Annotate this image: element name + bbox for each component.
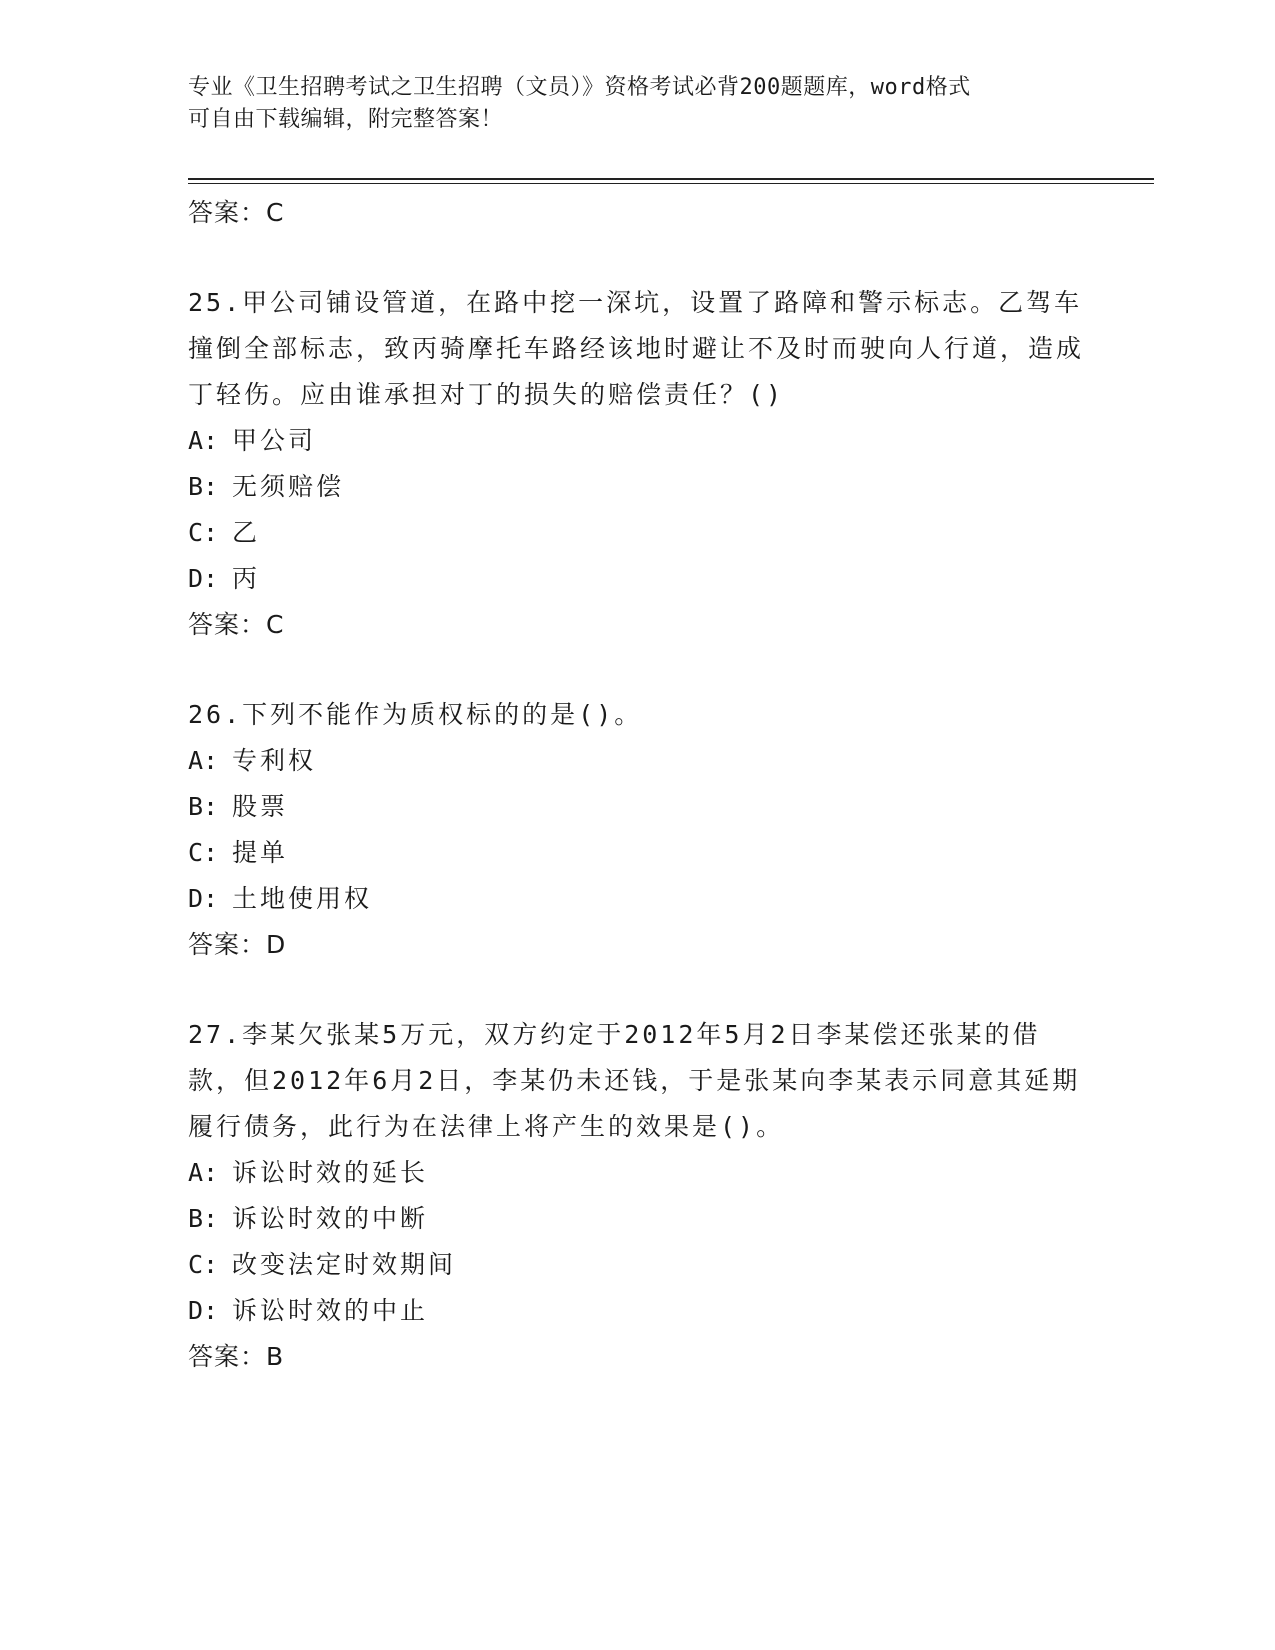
option-c xyxy=(188,510,1088,556)
option-key: C: xyxy=(188,1250,219,1279)
answer-label: 答案： xyxy=(188,610,267,639)
question-list xyxy=(188,190,1088,1380)
answer-value: B xyxy=(266,1342,284,1371)
option-key: B: xyxy=(188,1204,219,1233)
option-c xyxy=(188,1242,1088,1288)
header-divider-thin xyxy=(188,183,1154,184)
answer-line xyxy=(188,922,1088,968)
answer-value: C xyxy=(266,610,284,639)
option-c xyxy=(188,830,1088,876)
option-key: A: xyxy=(188,1158,219,1187)
option-b xyxy=(188,784,1088,830)
option-key: A: xyxy=(188,426,219,455)
question-text: 25.甲公司铺设管道，在路中挖一深坑，设置了路障和警示标志。乙驾车撞倒全部标志，致丙骑摩托车路经该地时避让不及时而驶向人行道，造成丁轻伤。应由谁承担对丁的损失的赔偿责任？() xyxy=(188,288,1085,409)
option-text: 甲公司 xyxy=(232,426,317,455)
option-text: 乙 xyxy=(232,518,261,547)
option-d xyxy=(188,1288,1088,1334)
option-text: 诉讼时效的中止 xyxy=(232,1296,429,1325)
option-text: 土地使用权 xyxy=(232,884,373,913)
option-key: A: xyxy=(188,746,219,775)
header-divider xyxy=(188,178,1154,180)
header-title-line-1: 专业《卫生招聘考试之卫生招聘（文员）》资格考试必背200题题库，word格式 xyxy=(188,75,971,100)
answer-label: 答案： xyxy=(188,1342,267,1371)
option-text: 无须赔偿 xyxy=(232,472,345,501)
answer-value: C xyxy=(266,198,284,227)
option-text: 丙 xyxy=(232,564,261,593)
option-key: C: xyxy=(188,838,219,867)
question-item xyxy=(188,692,1088,968)
option-text: 提单 xyxy=(232,838,289,867)
option-key: D: xyxy=(188,1296,219,1325)
answer-label: 答案： xyxy=(188,198,267,227)
option-key: D: xyxy=(188,884,219,913)
option-text: 诉讼时效的中断 xyxy=(232,1204,429,1233)
option-key: B: xyxy=(188,792,219,821)
answer-line xyxy=(188,1334,1088,1380)
option-text: 股票 xyxy=(232,792,289,821)
option-key: B: xyxy=(188,472,219,501)
option-b xyxy=(188,464,1088,510)
question-text: 27.李某欠张某5万元，双方约定于2012年5月2日李某偿还张某的借款，但2012年6月2日，李某仍未还钱，于是张某向李某表示同意其延期履行债务，此行为在法律上将产生的效果是()。 xyxy=(188,1020,1081,1141)
option-d xyxy=(188,876,1088,922)
answer-value: D xyxy=(266,930,286,959)
answer-line xyxy=(188,602,1088,648)
option-text: 专利权 xyxy=(232,746,317,775)
option-a xyxy=(188,418,1088,464)
header-title-line-2: 可自由下载编辑，附完整答案！ xyxy=(188,107,504,132)
option-text: 诉讼时效的延长 xyxy=(232,1158,429,1187)
option-d xyxy=(188,556,1088,602)
answer-line xyxy=(188,190,1088,236)
question-text: 26.下列不能作为质权标的的是()。 xyxy=(188,700,643,729)
option-key: C: xyxy=(188,518,219,547)
option-a xyxy=(188,738,1088,784)
question-item xyxy=(188,1012,1088,1380)
option-b xyxy=(188,1196,1088,1242)
question-item xyxy=(188,280,1088,648)
option-text: 改变法定时效期间 xyxy=(232,1250,457,1279)
option-a xyxy=(188,1150,1088,1196)
answer-label: 答案： xyxy=(188,930,267,959)
page-header xyxy=(188,72,1068,136)
option-key: D: xyxy=(188,564,219,593)
